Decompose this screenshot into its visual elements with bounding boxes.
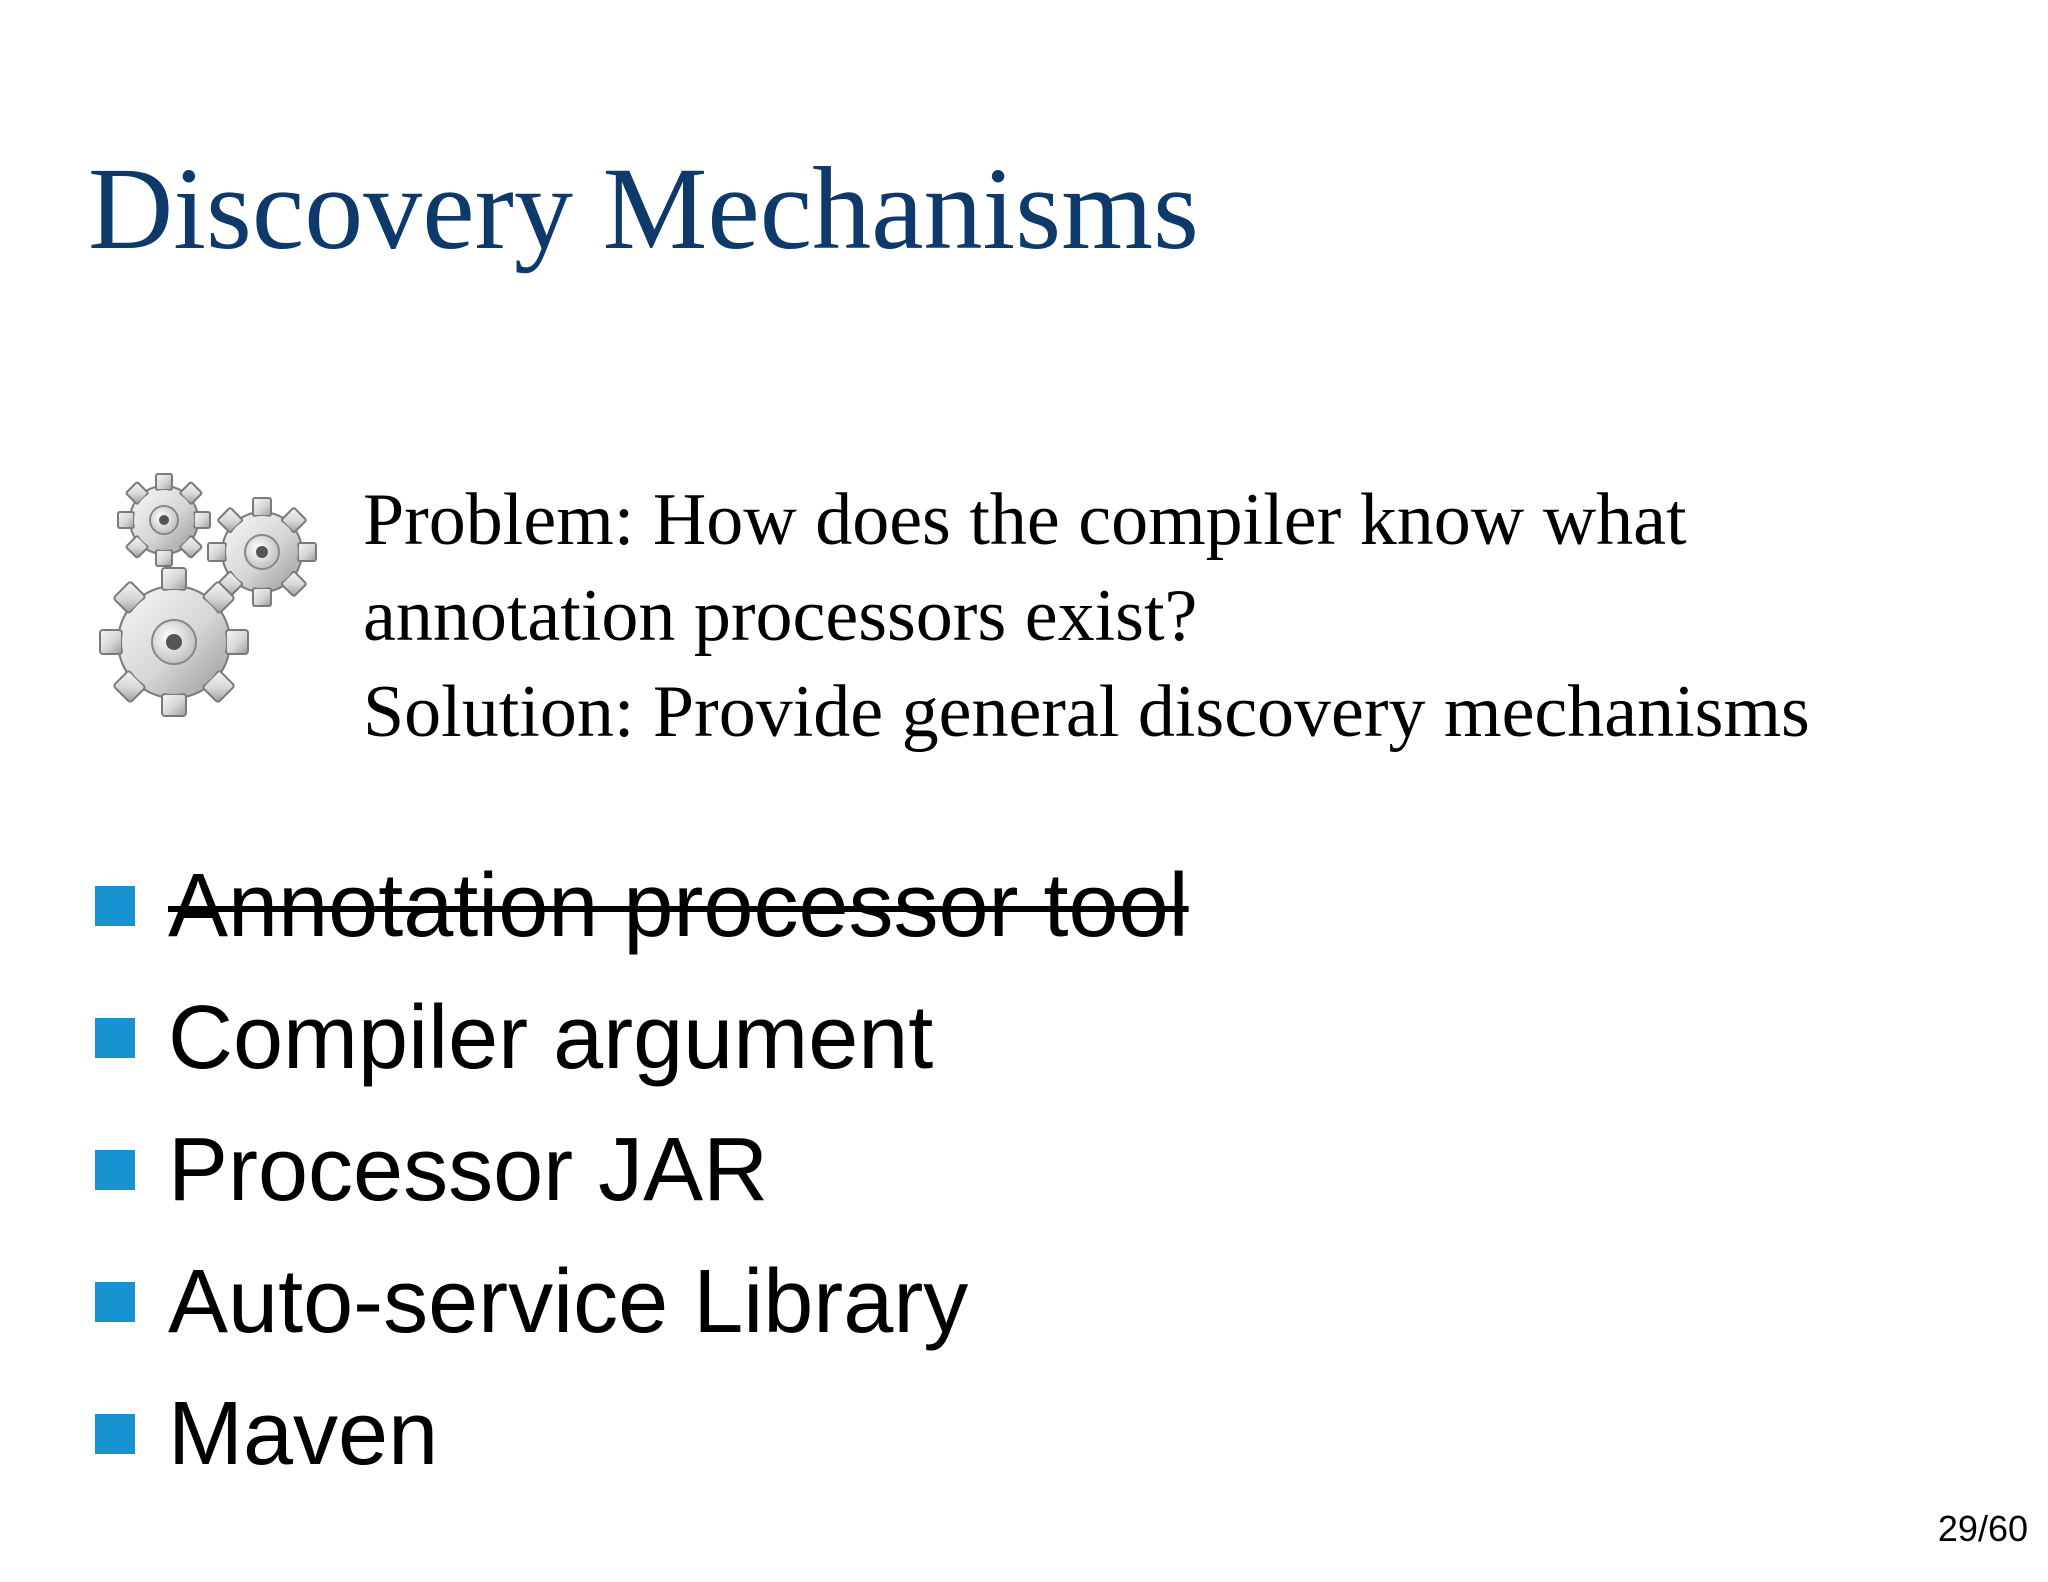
bullet-square-icon	[95, 1018, 135, 1058]
problem-solution-text	[363, 472, 1810, 760]
problem-line: annotation processors exist?	[363, 575, 1198, 657]
solution-line: Solution: Provide general discovery mechanisms	[363, 671, 1810, 753]
slide-title: Discovery Mechanisms	[88, 143, 1199, 274]
list-item	[95, 1368, 1189, 1500]
gears-icon	[92, 470, 332, 730]
list-item	[95, 1104, 1189, 1236]
bullet-square-icon	[95, 1414, 135, 1454]
bullet-list	[95, 840, 1189, 1500]
list-item	[95, 840, 1189, 972]
list-item	[95, 972, 1189, 1104]
bullet-text: Maven	[168, 1384, 439, 1484]
bullet-text: Auto-service Library	[168, 1252, 969, 1352]
bullet-text: Compiler argument	[168, 988, 934, 1088]
bullet-square-icon	[95, 1282, 135, 1322]
bullet-square-icon	[95, 886, 135, 926]
problem-line: Problem: How does the compiler know what	[363, 479, 1687, 561]
bullet-square-icon	[95, 1150, 135, 1190]
bullet-text-struck: Annotation processor tool	[168, 856, 1189, 956]
bullet-text: Processor JAR	[168, 1120, 769, 1220]
page-number: 29/60	[1937, 1508, 2028, 1549]
list-item	[95, 1236, 1189, 1368]
